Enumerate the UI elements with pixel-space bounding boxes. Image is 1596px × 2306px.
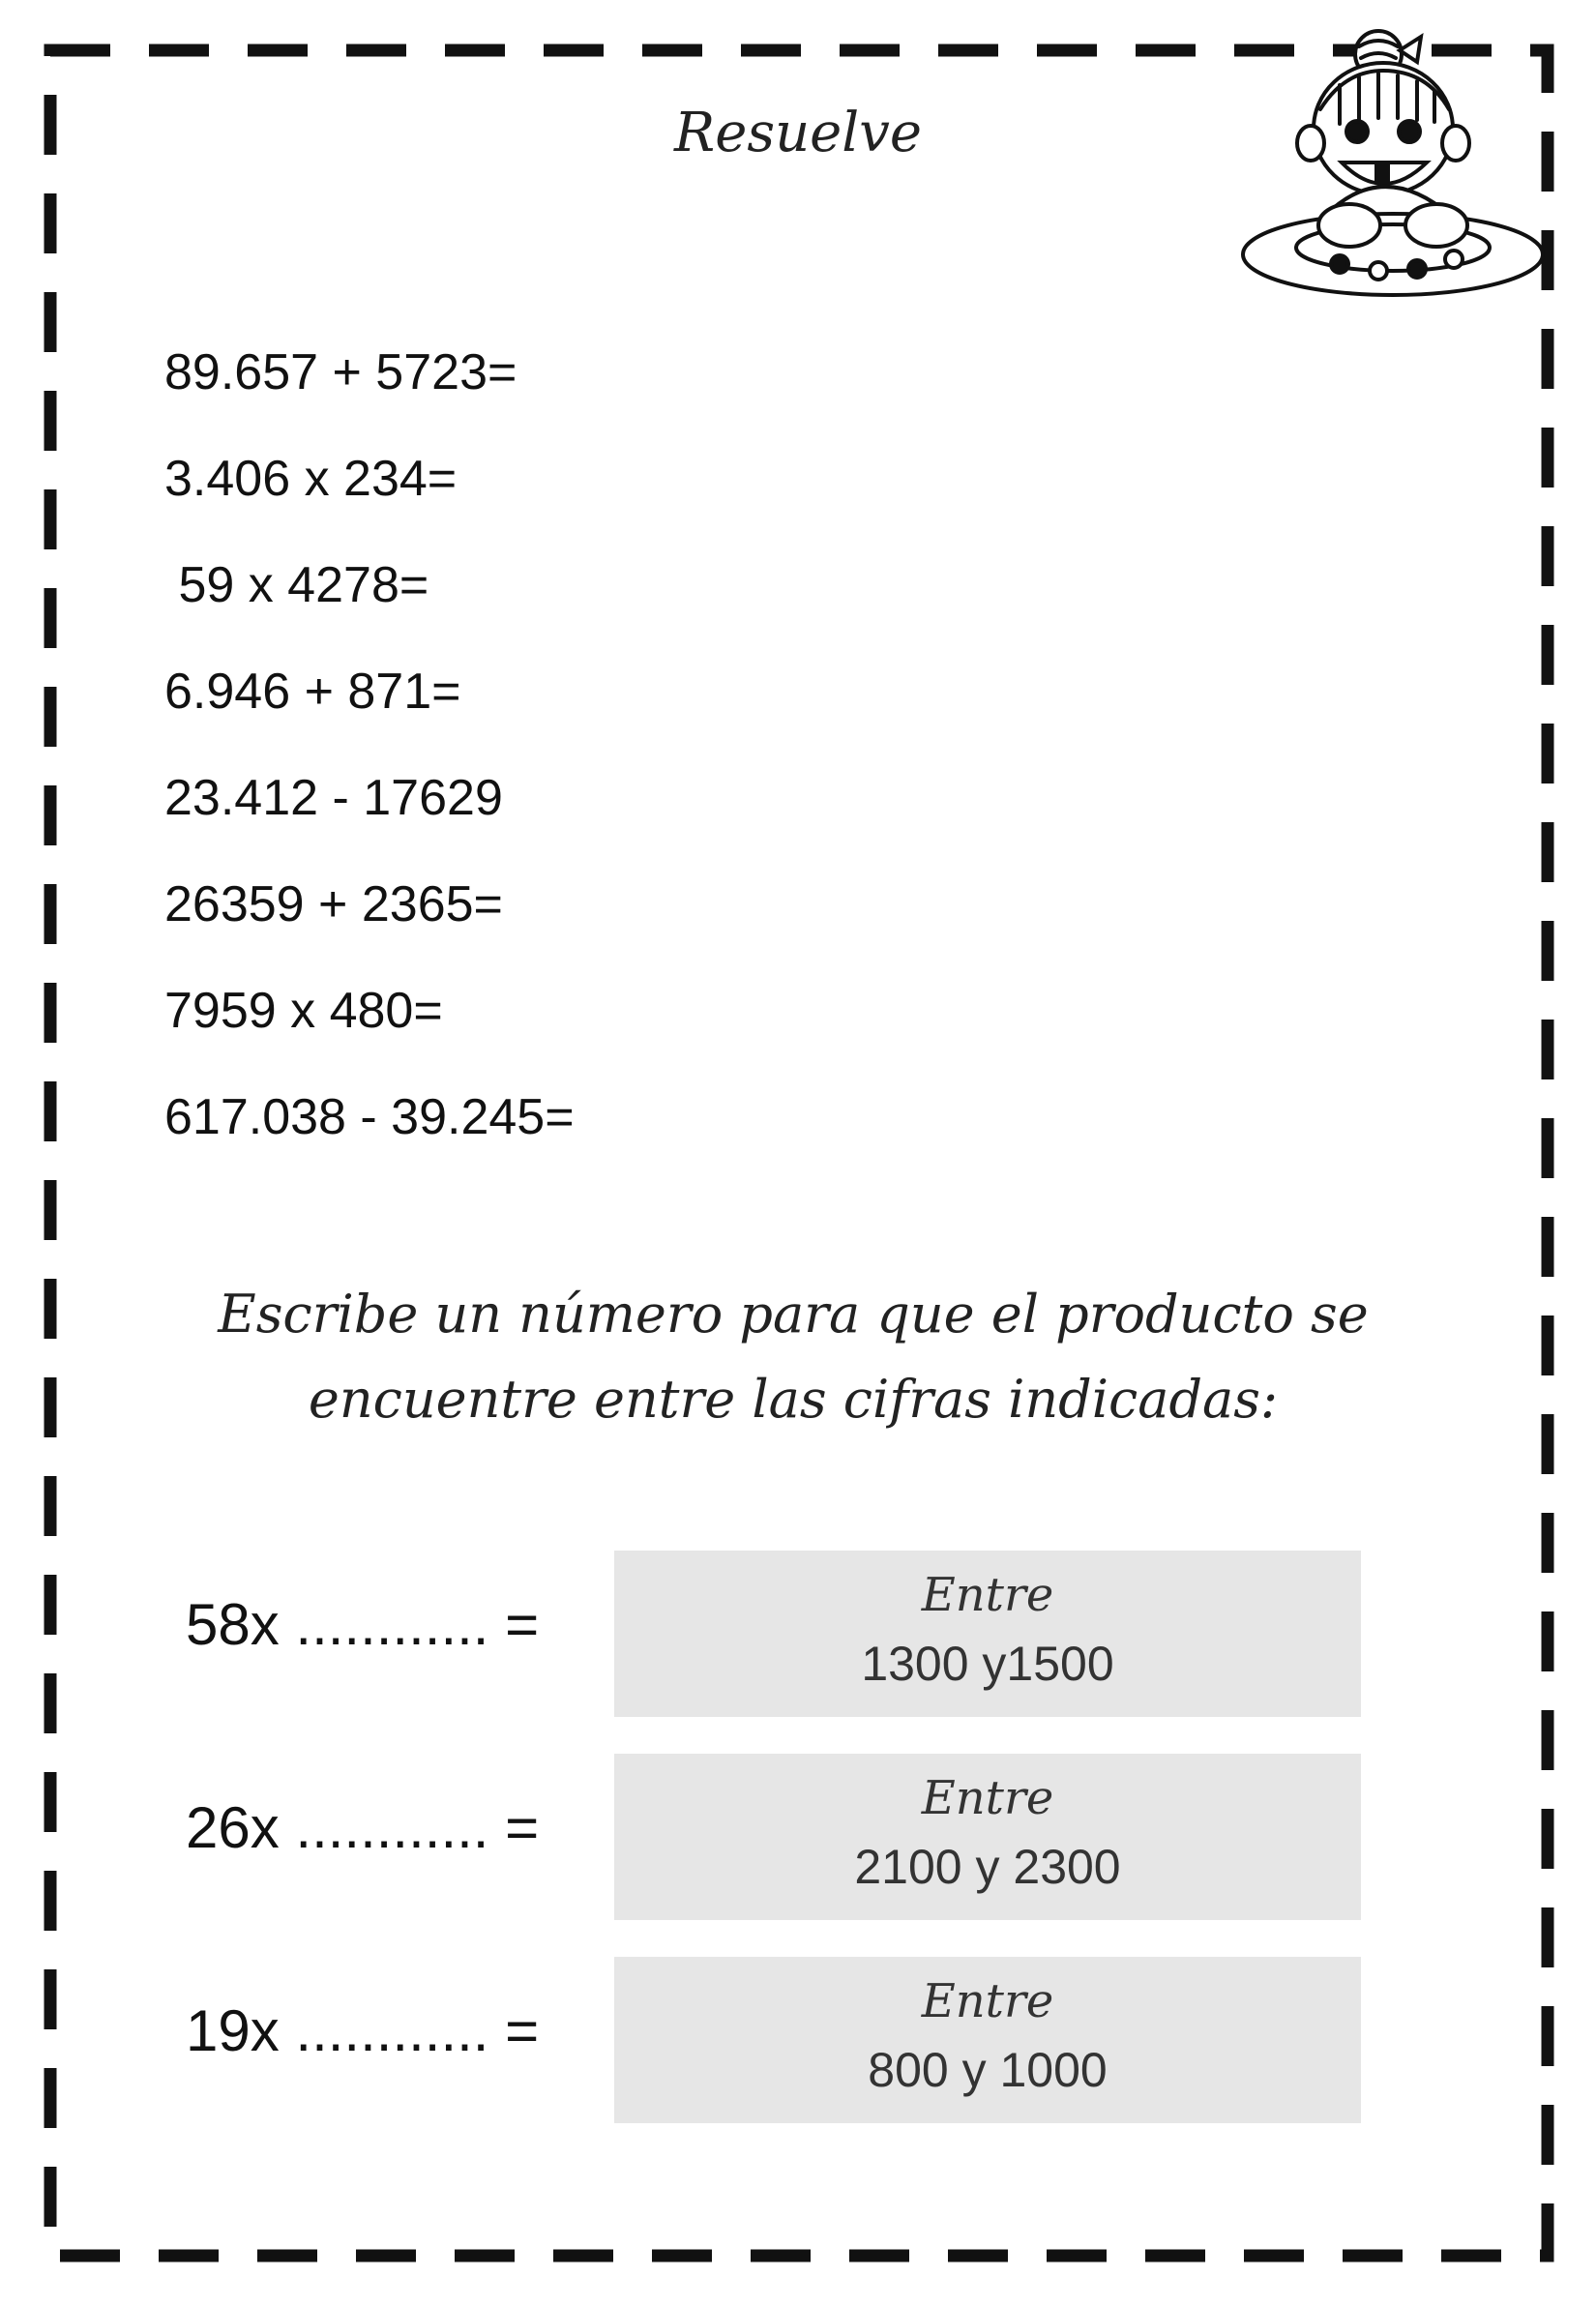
range-label: Entre (921, 1974, 1054, 2028)
product-expression: 26x ............ = (186, 1795, 540, 1860)
range-label: Entre (921, 1771, 1054, 1825)
instruction-text (116, 1272, 1470, 1442)
exercise-item: 7959 x 480= (164, 983, 443, 1039)
range-box (614, 1957, 1361, 2123)
product-row (0, 1754, 1596, 1920)
exercise-item: 26359 + 2365= (164, 876, 503, 932)
exercise-list (164, 329, 575, 1180)
exercise-item: 617.038 - 39.245= (164, 1089, 575, 1145)
exercise-item: 23.412 - 17629 (164, 770, 503, 826)
instruction-line: encuentre entre las cifras indicadas: (308, 1369, 1279, 1430)
range-box (614, 1551, 1361, 1717)
product-row (0, 1957, 1596, 2123)
range-values: 1300 y1500 (861, 1637, 1114, 1691)
range-values: 800 y 1000 (868, 2043, 1108, 2097)
range-label: Entre (921, 1568, 1054, 1622)
exercise-item: 89.657 + 5723= (164, 344, 517, 400)
product-row (0, 1551, 1596, 1717)
range-values: 2100 y 2300 (854, 1840, 1121, 1894)
exercise-item: 3.406 x 234= (164, 451, 458, 507)
exercise-item: 59 x 4278= (164, 557, 429, 613)
girl-in-swim-ring-icon (1233, 17, 1562, 317)
range-box (614, 1754, 1361, 1920)
product-expression: 58x ............ = (186, 1592, 540, 1657)
instruction-line: Escribe un número para que el producto se (218, 1284, 1369, 1345)
exercise-item: 6.946 + 871= (164, 664, 461, 720)
product-expression: 19x ............ = (186, 1998, 540, 2063)
page-title: Resuelve (674, 102, 922, 164)
